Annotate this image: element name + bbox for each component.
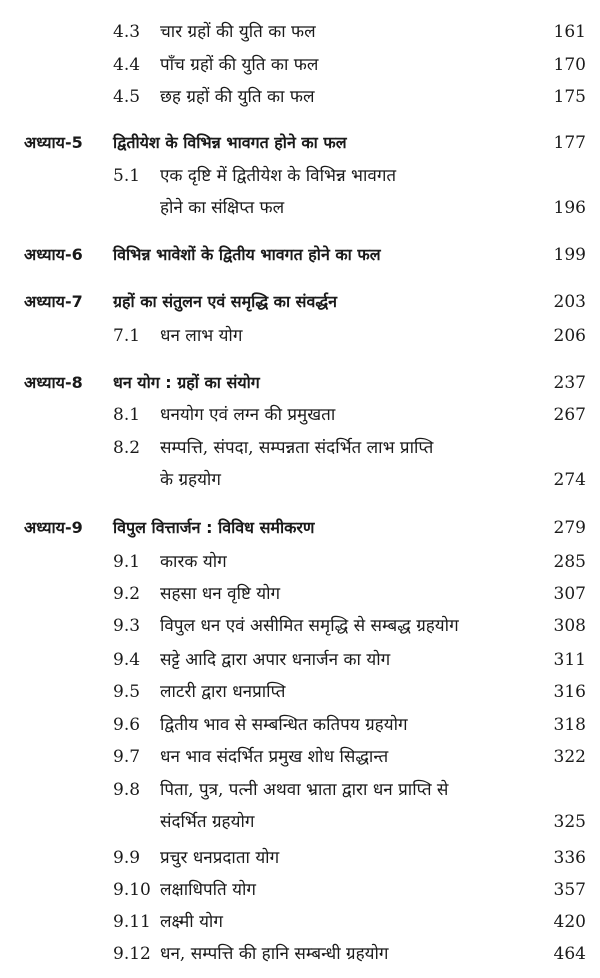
toc-chapter-row	[0, 368, 600, 398]
page-number: 203	[553, 292, 586, 312]
toc-section-row	[0, 611, 600, 641]
entry-title: लक्षाधिपति योग	[160, 880, 256, 900]
section-number: 9.10	[113, 880, 151, 900]
entry-title: एक दृष्टि में द्वितीयेश के विभिन्न भावगत	[160, 166, 397, 186]
section-number: 9.9	[113, 848, 141, 868]
section-number: 9.4	[113, 650, 141, 670]
entry-title: के ग्रहयोग	[160, 470, 221, 490]
page-number: 464	[553, 944, 586, 964]
entry-title: धन भाव संदर्भित प्रमुख शोध सिद्धान्त	[160, 747, 389, 767]
section-number: 9.5	[113, 682, 141, 702]
entry-title: छह ग्रहों की युति का फल	[160, 87, 315, 107]
entry-title: धन, सम्पत्ति की हानि सम्बन्धी ग्रहयोग	[160, 944, 389, 964]
toc-section-row	[0, 710, 600, 740]
page-number: 307	[553, 584, 586, 604]
toc-chapter-row	[0, 287, 600, 317]
entry-title: होने का संक्षिप्त फल	[160, 198, 285, 218]
toc-section-row	[0, 321, 600, 351]
entry-title: पिता, पुत्र, पत्नी अथवा भ्राता द्वारा धन प्राप्ति से	[160, 780, 449, 800]
entry-title: लक्ष्मी योग	[160, 912, 223, 932]
entry-title: धनयोग एवं लग्न की प्रमुखता	[160, 405, 336, 425]
chapter-label: अध्याय-8	[24, 373, 83, 392]
entry-title: प्रचुर धनप्रदाता योग	[160, 848, 280, 868]
toc-continuation-row	[0, 807, 600, 837]
toc-section-row	[0, 161, 600, 191]
toc-section-row	[0, 82, 600, 112]
page-number: 237	[553, 373, 586, 393]
page-number: 285	[553, 552, 586, 572]
entry-title: विभिन्न भावेशों के द्वितीय भावगत होने का फल	[113, 245, 381, 264]
toc-section-row	[0, 875, 600, 905]
section-number: 9.1	[113, 552, 141, 572]
page-number: 357	[553, 880, 586, 900]
toc-section-row	[0, 579, 600, 609]
entry-title: संदर्भित ग्रहयोग	[160, 812, 255, 832]
page-number: 274	[553, 470, 586, 490]
entry-title: कारक योग	[160, 552, 227, 572]
page-number: 279	[553, 518, 586, 538]
toc-section-row	[0, 17, 600, 47]
section-number: 9.3	[113, 616, 141, 636]
toc-section-row	[0, 400, 600, 430]
entry-title: पाँच ग्रहों की युति का फल	[160, 55, 319, 75]
page-number: 318	[553, 715, 586, 735]
chapter-label: अध्याय-6	[24, 245, 83, 264]
toc-chapter-row	[0, 513, 600, 543]
page-number: 196	[553, 198, 586, 218]
page-number: 308	[553, 616, 586, 636]
entry-title: धन लाभ योग	[160, 326, 243, 346]
entry-title: ग्रहों का संतुलन एवं समृद्धि का संवर्द्धन	[113, 292, 338, 311]
entry-title: धन योग : ग्रहों का संयोग	[113, 373, 260, 392]
page-number: 316	[553, 682, 586, 702]
entry-title: द्वितीय भाव से सम्बन्धित कतिपय ग्रहयोग	[160, 715, 408, 735]
entry-title: विपुल वित्तार्जन : विविध समीकरण	[113, 518, 315, 537]
toc-section-row	[0, 547, 600, 577]
section-number: 9.6	[113, 715, 141, 735]
toc-section-row	[0, 939, 600, 969]
page-number: 322	[553, 747, 586, 767]
chapter-label: अध्याय-9	[24, 518, 83, 537]
section-number: 8.1	[113, 405, 141, 425]
page-number: 325	[553, 812, 586, 832]
section-number: 4.4	[113, 55, 141, 75]
entry-title: सहसा धन वृष्टि योग	[160, 584, 281, 604]
page-number: 199	[553, 245, 586, 265]
toc-chapter-row	[0, 128, 600, 158]
section-number: 9.2	[113, 584, 141, 604]
entry-title: सट्टे आदि द्वारा अपार धनार्जन का योग	[160, 650, 391, 670]
toc-section-row	[0, 775, 600, 805]
toc-section-row	[0, 677, 600, 707]
page-number: 170	[553, 55, 586, 75]
page-number: 311	[553, 650, 586, 670]
toc-section-row	[0, 433, 600, 463]
toc-chapter-row	[0, 240, 600, 270]
entry-title: सम्पत्ति, संपदा, सम्पन्नता संदर्भित लाभ प्राप्ति	[160, 438, 434, 458]
toc-continuation-row	[0, 465, 600, 495]
toc-section-row	[0, 742, 600, 772]
page-number: 161	[553, 22, 586, 42]
toc-section-row	[0, 645, 600, 675]
section-number: 8.2	[113, 438, 141, 458]
section-number: 5.1	[113, 166, 141, 186]
section-number: 9.7	[113, 747, 141, 767]
entry-title: लाटरी द्वारा धनप्राप्ति	[160, 682, 286, 702]
toc-section-row	[0, 50, 600, 80]
entry-title: द्वितीयेश के विभिन्न भावगत होने का फल	[113, 133, 347, 152]
toc-section-row	[0, 907, 600, 937]
section-number: 4.3	[113, 22, 141, 42]
page-number: 336	[553, 848, 586, 868]
section-number: 9.8	[113, 780, 141, 800]
toc-section-row	[0, 843, 600, 873]
toc-continuation-row	[0, 193, 600, 223]
page-number: 206	[553, 326, 586, 346]
section-number: 9.11	[113, 912, 151, 932]
page-number: 175	[553, 87, 586, 107]
section-number: 9.12	[113, 944, 151, 964]
chapter-label: अध्याय-5	[24, 133, 83, 152]
page-number: 267	[553, 405, 586, 425]
entry-title: चार ग्रहों की युति का फल	[160, 22, 316, 42]
section-number: 7.1	[113, 326, 141, 346]
section-number: 4.5	[113, 87, 141, 107]
page-number: 177	[553, 133, 586, 153]
entry-title: विपुल धन एवं असीमित समृद्धि से सम्बद्ध ग्रहयोग	[160, 616, 459, 636]
chapter-label: अध्याय-7	[24, 292, 83, 311]
page-number: 420	[553, 912, 586, 932]
